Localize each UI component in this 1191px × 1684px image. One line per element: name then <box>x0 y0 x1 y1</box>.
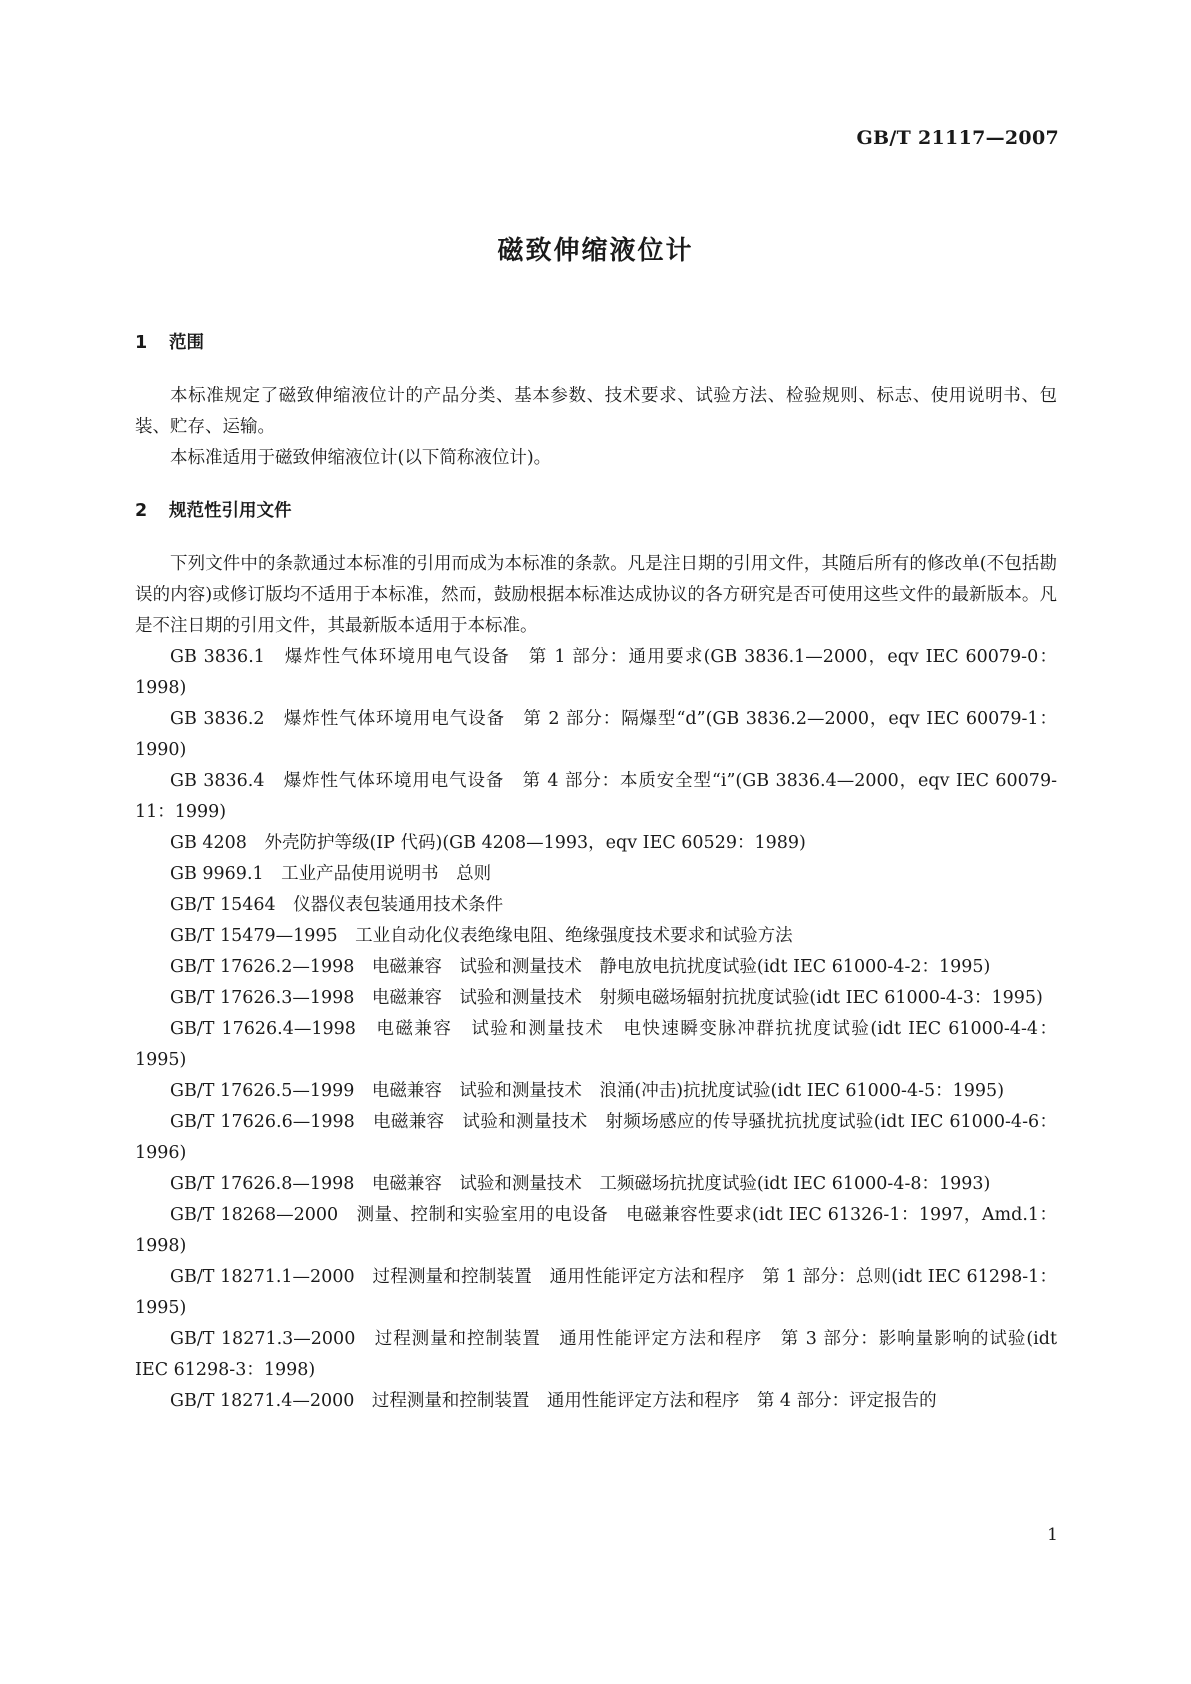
document-title: 磁致伸缩液位计 <box>497 236 694 266</box>
section-heading <box>135 496 1057 527</box>
reference-item: GB/T 17626.3—1998 电磁兼容 试验和测量技术 射频电磁场辐射抗扰度试验(idt IEC 61000-4-3：1995) <box>170 988 1043 1008</box>
reference-item: GB/T 17626.5—1999 电磁兼容 试验和测量技术 浪涌(冲击)抗扰度试验(idt IEC 61000-4-5：1995) <box>170 1081 1005 1101</box>
reference-item: GB/T 15479—1995 工业自动化仪表绝缘电阻、绝缘强度技术要求和试验方法 <box>170 926 793 946</box>
reference-item: GB/T 17626.8—1998 电磁兼容 试验和测量技术 工频磁场抗扰度试验(idt IEC 61000-4-8：1993) <box>170 1174 991 1194</box>
reference-item: GB/T 18268—2000 测量、控制和实验室用的电设备 电磁兼容性要求(idt IEC 61326-1：1997，Amd.1：1998) <box>135 1205 1057 1256</box>
section-number: 2 <box>135 501 148 521</box>
reference-list <box>135 642 1057 1417</box>
section-spacer <box>135 474 1057 496</box>
paragraph: 本标准规定了磁致伸缩液位计的产品分类、基本参数、技术要求、试验方法、检验规则、标志、使用说明书、包装、贮存、运输。 <box>135 386 1057 437</box>
section-normative-references <box>135 496 1057 1417</box>
reference-item: GB/T 18271.4—2000 过程测量和控制装置 通用性能评定方法和程序 第 4 部分：评定报告的 <box>170 1391 937 1411</box>
reference-item: GB/T 15464 仪器仪表包装通用技术条件 <box>170 895 504 915</box>
reference-item: GB 3836.4 爆炸性气体环境用电气设备 第 4 部分：本质安全型“i”(GB 3836.4—2000，eqv IEC 60079-11：1999) <box>135 771 1057 822</box>
standard-code: GB/T 21117—2007 <box>856 127 1059 149</box>
reference-item: GB/T 18271.3—2000 过程测量和控制装置 通用性能评定方法和程序 第 3 部分：影响量影响的试验(idt IEC 61298-3：1998) <box>135 1329 1057 1380</box>
reference-item: GB/T 17626.4—1998 电磁兼容 试验和测量技术 电快速瞬变脉冲群抗扰度试验(idt IEC 61000-4-4：1995) <box>135 1019 1057 1070</box>
reference-item: GB 9969.1 工业产品使用说明书 总则 <box>170 864 492 884</box>
section-title: 范围 <box>169 333 204 353</box>
paragraph: 本标准适用于磁致伸缩液位计(以下简称液位计)。 <box>170 448 552 468</box>
reference-item: GB 3836.1 爆炸性气体环境用电气设备 第 1 部分：通用要求(GB 3836.1—2000，eqv IEC 60079-0：1998) <box>135 647 1057 698</box>
document-body <box>135 328 1057 1417</box>
reference-item: GB/T 18271.1—2000 过程测量和控制装置 通用性能评定方法和程序 第 1 部分：总则(idt IEC 61298-1：1995) <box>135 1267 1057 1318</box>
section-heading <box>135 328 1057 359</box>
reference-item: GB 3836.2 爆炸性气体环境用电气设备 第 2 部分：隔爆型“d”(GB 3836.2—2000，eqv IEC 60079-1：1990) <box>135 709 1057 760</box>
reference-item: GB 4208 外壳防护等级(IP 代码)(GB 4208—1993，eqv IEC 60529：1989) <box>170 833 806 853</box>
section-scope <box>135 328 1057 474</box>
paragraph: 下列文件中的条款通过本标准的引用而成为本标准的条款。凡是注日期的引用文件，其随后所有的修改单(不包括勘误的内容)或修订版均不适用于本标准，然而，鼓励根据本标准达成协议的各方研究是否可使用这些文件的最新版本。凡是不注日期的引用文件，其最新版本适用于本标准。 <box>135 554 1057 636</box>
reference-item: GB/T 17626.2—1998 电磁兼容 试验和测量技术 静电放电抗扰度试验(idt IEC 61000-4-2：1995) <box>170 957 991 977</box>
section-title: 规范性引用文件 <box>169 501 292 521</box>
page-number: 1 <box>1047 1525 1058 1545</box>
reference-item: GB/T 17626.6—1998 电磁兼容 试验和测量技术 射频场感应的传导骚扰抗扰度试验(idt IEC 61000-4-6：1996) <box>135 1112 1057 1163</box>
section-number: 1 <box>135 333 148 353</box>
